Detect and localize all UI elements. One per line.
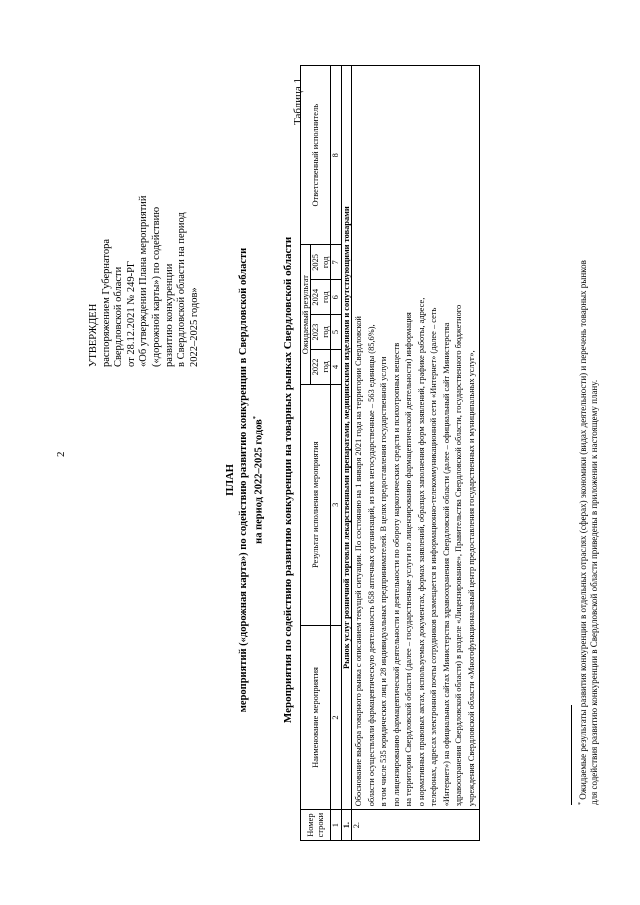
row-text-line: по лицензированию фармацевтической деятельности и деятельности по обороту наркотических средств и психотропных веществ [391,342,401,807]
header-result: Результат исполнения мероприятия [301,384,331,625]
header-row-no: Номер строки [301,810,331,841]
footnote-line2: для содействия развитию конкуренции в Свердловской области приведены в приложении к настоящему плану. [589,379,599,805]
header-year: 2025 год [311,245,331,280]
approval-line: 2022–2025 годов» [188,287,200,367]
section-row [341,66,351,841]
page-number: 2 [55,451,67,457]
approval-stamp [88,107,201,367]
row-text-line: области осуществляли фармацевтическую деятельность 658 аптечных организаций, из них негосударственные – 563 единицы (85,6%), [366,324,376,807]
header-name: Наименование мероприятия [301,625,331,810]
row-text-line: здравоохранения Свердловской области) в разделе «Лицензирование», Правительства Свердловской области, государственного бюджетного [454,304,464,807]
column-number: 5 [331,315,341,350]
plan-title: ПЛАН [225,464,236,496]
approval-line: от 28.12.2021 № 249-РГ [125,261,137,367]
approval-line: УТВЕРЖДЕН [88,303,99,367]
plan-subtitle-line2: на период 2022–2025 годов* [253,416,265,544]
row-text-line: телефонах, адресах электронной почты сотрудников размещается в информационно-телекоммуникационной сети «Интернет» (далее – сеть [429,307,439,807]
row-text-line: «Интернет») на официальных сайтах Министерства здравоохранения Свердловской области (далее – официальный сайт Министерства [441,322,451,807]
section-title: Мероприятия по содействию развитию конкуренции на товарных рынках Свердловской области [282,236,294,724]
plan-subtitle-line1: мероприятий («дорожная карта») по содействию развитию конкуренции в Свердловской области [237,247,249,713]
footnote-mark: * [253,416,259,420]
row-text-line: в том числе 535 юридических лиц и 28 индивидуальных предпринимателей. В целях предоставления государственной услуги [379,356,389,807]
column-number: 4 [331,350,341,385]
footnote-line1: * Ожидаемые результаты развития конкуренции в отдельных отраслях (сферах) экономики (видах деятельности) и перечень товарных рынков [578,260,588,805]
approval-line: «Об утверждении Плана мероприятий [138,195,150,367]
column-number: 7 [331,245,341,280]
footnote-mark: * [578,802,584,805]
row-text-line: Обоснование выбора товарного рынка с описанием текущей ситуации. По состоянию на 1 января 2021 года на территории Свердловской [354,316,364,807]
footnote [576,55,600,805]
measures-table [300,65,480,841]
approval-line: развитию конкуренции [163,263,175,367]
approval-line: Свердловской области [113,266,125,367]
footnote-divider [571,705,572,805]
approval-line: («дорожной карты») по содействию [150,206,162,367]
approval-line: в Свердловской области на период [176,212,188,367]
column-number: 8 [331,66,341,245]
section-row-title: Рынок услуг розничной торговли лекарственными препаратами, медицинскими изделиями и сопутствующими товарами [341,66,351,810]
plan-title-block [225,135,266,825]
column-number: 2 [331,625,341,810]
row-text-line: о нормативных правовых актах, используемых документах, формах заявлений, образцах заполнения форм заявлений, графике работы, адресе, [416,297,426,807]
section-row-no: 1. [341,810,351,841]
header-expected: Ожидаемый результат [301,245,311,384]
table-number: Таблица 1 [292,77,304,125]
column-number: 3 [331,384,341,625]
row-text-line: учреждения Свердловской области «Многофункциональный центр предоставления государственных и муниципальных услуг», [466,350,476,807]
row-no: 2. [352,810,480,841]
column-number: 6 [331,280,341,315]
column-number: 1 [331,810,341,841]
approval-line: распоряжением Губернатора [100,239,112,367]
row-text-line: на территории Свердловской области (далее – государственные услуги по лицензированию фармацевтической деятельности) информация [404,312,414,807]
header-responsible: Ответственный исполнитель [301,66,331,245]
row-text [352,66,480,810]
table-row [352,66,480,841]
header-year: 2023 год [311,315,331,350]
header-year: 2024 год [311,280,331,315]
header-year: 2022 год [311,350,331,385]
column-numbers-row [331,66,341,841]
